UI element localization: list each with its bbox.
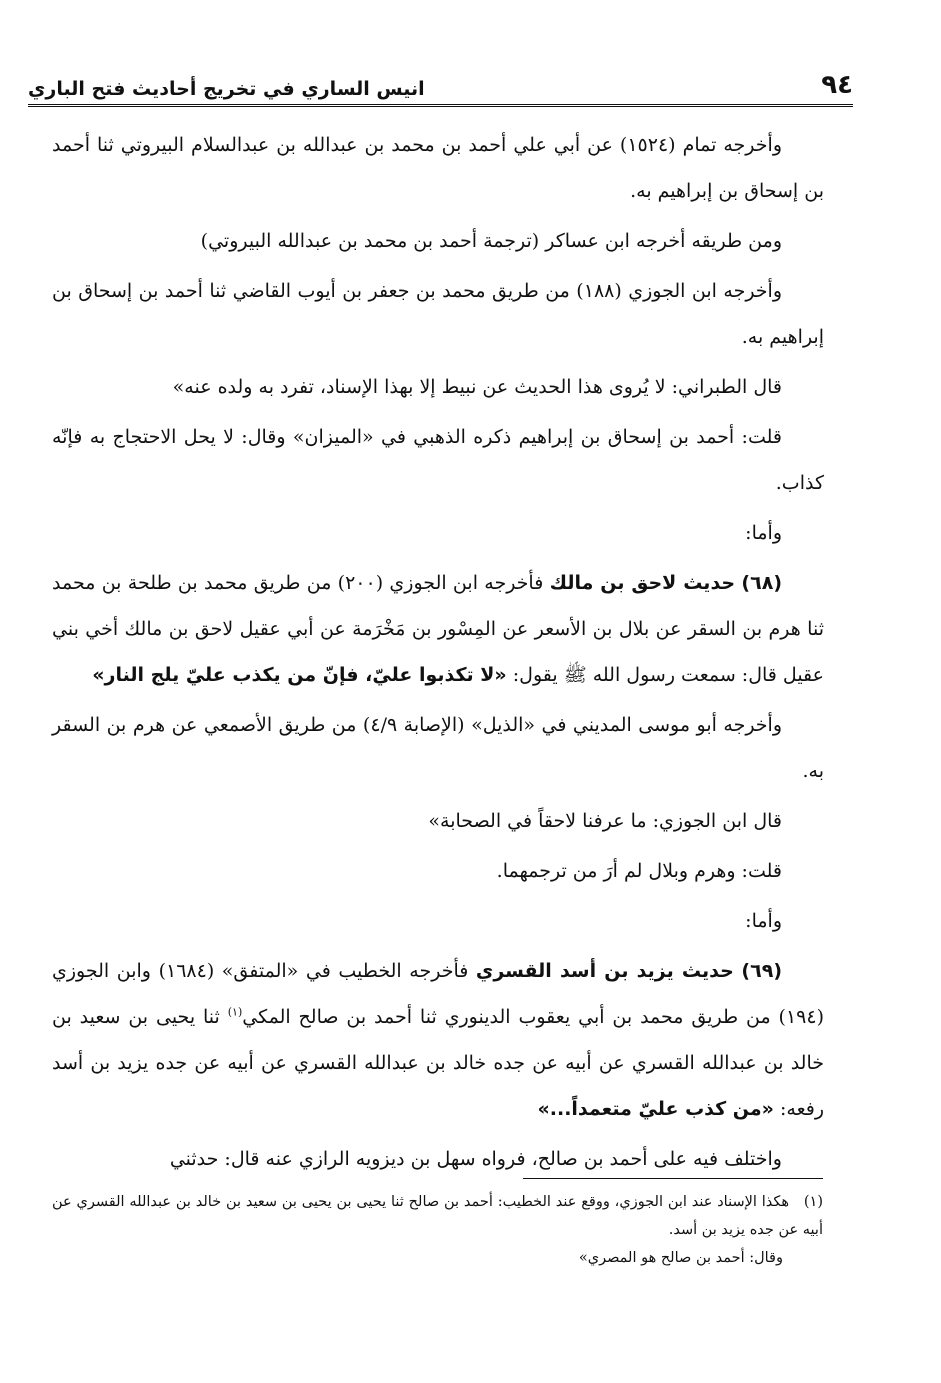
- footnote-text: وقال: أحمد بن صالح هو المصري»: [578, 1250, 783, 1266]
- entry-body: ثنا يحيى بن سعيد بن خالد بن عبدالله القسري عن أبيه عن جده خالد بن عبدالله القسري عن أبيه عن جده يزيد بن أسد رفعه:: [52, 1006, 824, 1120]
- paragraph: [52, 218, 824, 264]
- hadith-entry-68: [52, 560, 824, 698]
- paragraph: [52, 848, 824, 894]
- paragraph: [52, 898, 824, 944]
- paragraph: [52, 702, 824, 794]
- paragraph-text: ومن طريقه أخرجه ابن عساكر (ترجمة أحمد بن محمد بن عبدالله البيروتي): [200, 230, 782, 252]
- entry-number: (٦٩): [741, 960, 782, 982]
- entry-body: فأخرجه الخطيب في «المتفق» (١٦٨٤) وابن الجوزي (١٩٤) من طريق محمد بن أبي يعقوب الدينوري ثنا أحمد بن صالح المكي: [52, 960, 825, 1028]
- footnotes: [52, 1188, 823, 1272]
- paragraph-text: وأخرجه تمام (١٥٢٤) عن أبي علي أحمد بن محمد بن عبدالله بن عبدالسلام البيروتي ثنا أحمد بن إسحاق بن إبراهيم به.: [52, 134, 824, 202]
- footnote-number: (١): [803, 1194, 823, 1210]
- hadith-quote: «من كذب عليّ متعمداً...»: [537, 1098, 774, 1120]
- paragraph-text: قلت: أحمد بن إسحاق بن إبراهيم ذكره الذهبي في «الميزان» وقال: لا يحل الاحتجاج به فإنّه كذاب.: [52, 426, 824, 494]
- paragraph-text: قلت: وهرم وبلال لم أرَ من ترجمهما.: [496, 860, 782, 882]
- paragraph: [52, 268, 824, 360]
- paragraph: [52, 414, 824, 506]
- entry-body: فأخرجه ابن الجوزي (٢٠٠) من طريق محمد بن طلحة بن محمد ثنا هرم بن السقر عن بلال بن الأسعر عن المِسْور بن مَخْرَمة عن أبي عقيل لاحق بن مالك أخي بني عقيل قال: سمعت رسول الله ﷺ يقول:: [52, 572, 824, 686]
- footnote-divider: [523, 1178, 823, 1179]
- paragraph-text: وأما:: [745, 522, 782, 544]
- entry-title: حديث يزيد بن أسد القسري: [475, 960, 734, 982]
- paragraph-text: وأخرجه أبو موسى المديني في «الذيل» (الإصابة ٤/٩) من طريق الأصمعي عن هرم بن السقر به.: [52, 714, 824, 782]
- paragraph-text: قال الطبراني: لا يُروى هذا الحديث عن نبيط إلا بهذا الإسناد، تفرد به ولده عنه»: [172, 376, 782, 398]
- entry-title: حديث لاحق بن مالك: [549, 572, 736, 594]
- paragraph-text: قال ابن الجوزي: ما عرفنا لاحقاً في الصحابة»: [428, 810, 782, 832]
- footnote-continuation: [52, 1244, 823, 1272]
- footnote-marker[interactable]: (١): [227, 1005, 243, 1019]
- paragraph: [52, 364, 824, 410]
- paragraph-text: وأما:: [745, 910, 782, 932]
- paragraph-text: وأخرجه ابن الجوزي (١٨٨) من طريق محمد بن جعفر بن أيوب القاضي ثنا أحمد بن إسحاق بن إبراهيم به.: [52, 280, 824, 348]
- running-title: انيس الساري في تخريج أحاديث فتح الباري: [28, 78, 425, 100]
- paragraph: [52, 122, 824, 214]
- paragraph: [52, 1136, 824, 1182]
- running-header: [28, 60, 853, 107]
- page-number: ٩٤: [821, 70, 853, 100]
- paragraph: [52, 510, 824, 556]
- footnote: [52, 1188, 823, 1244]
- hadith-entry-69: [52, 948, 824, 1132]
- hadith-quote: «لا تكذبوا عليّ، فإنّ من يكذب عليّ يلج النار»: [92, 664, 507, 686]
- paragraph-text: واختلف فيه على أحمد بن صالح، فرواه سهل بن ديزويه الرازي عنه قال: حدثني: [169, 1148, 782, 1170]
- paragraph: [52, 798, 824, 844]
- footnote-text: هكذا الإسناد عند ابن الجوزي، ووقع عند الخطيب: أحمد بن صالح ثنا يحيى بن يحيى بن سعيد بن خالد بن عبدالله القسري عن أبيه عن جده يزيد بن أسد.: [52, 1194, 823, 1238]
- entry-number: (٦٨): [741, 572, 782, 594]
- main-text: [52, 122, 824, 1186]
